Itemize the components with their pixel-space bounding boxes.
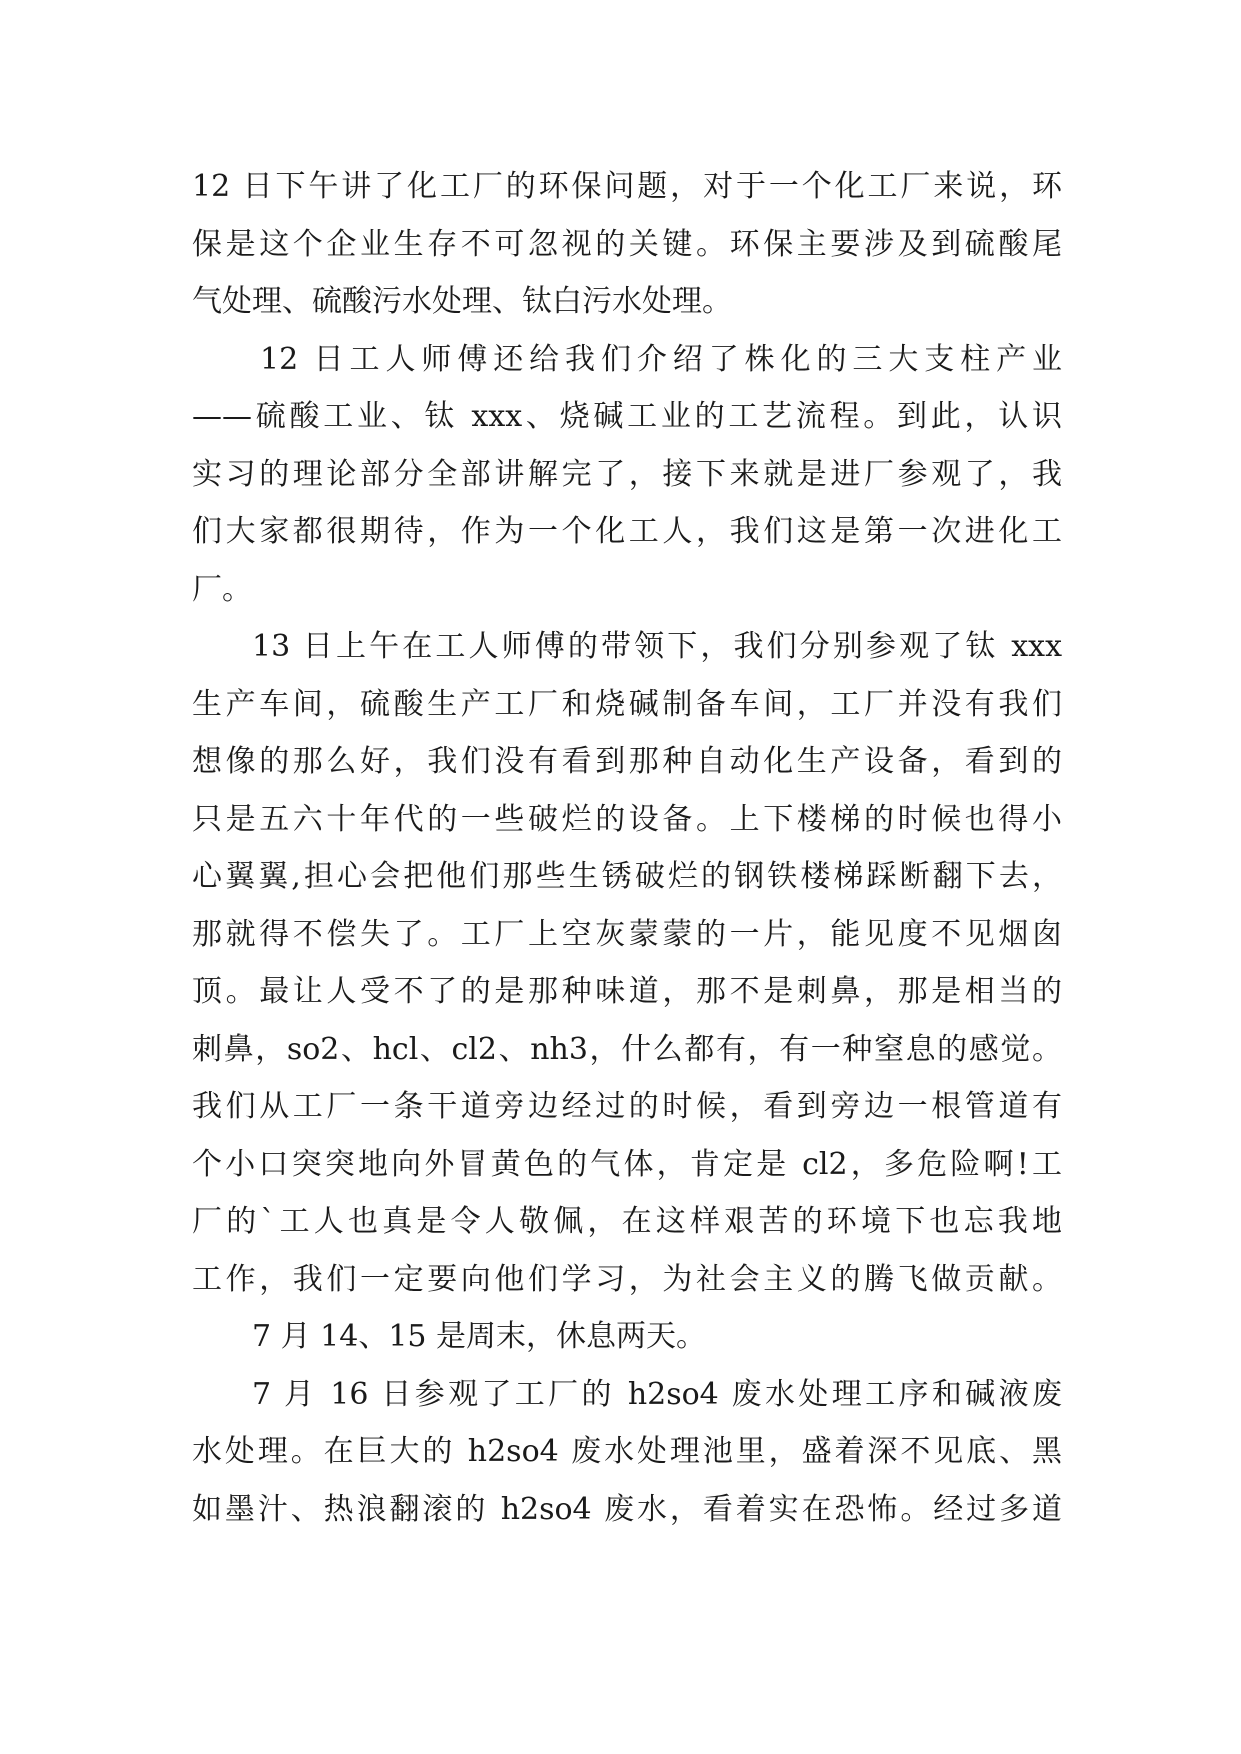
text-line: 顶。最让人受不了的是那种味道，那不是刺鼻，那是相当的 <box>192 974 1062 1009</box>
text-line: 想像的那么好，我们没有看到那种自动化生产设备，看到的 <box>192 744 1062 779</box>
text-line: 如墨汁、热浪翻滚的 h2so4 废水，看着实在恐怖。经过多道 <box>192 1491 1062 1527</box>
text-line: 7 月 16 日参观了工厂的 h2so4 废水处理工序和碱液废 <box>252 1376 1062 1412</box>
paragraph-4 <box>192 1308 1062 1366</box>
text-line: 实习的理论部分全部讲解完了，接下来就是进厂参观了，我 <box>192 456 1062 492</box>
text-line: 只是五六十年代的一些破烂的设备。上下楼梯的时候也得小 <box>192 801 1062 837</box>
text-line: 工作，我们一定要向他们学习，为社会主义的腾飞做贡献。 <box>192 1261 1062 1297</box>
text-line: 那就得不偿失了。工厂上空灰蒙蒙的一片，能见度不见烟囱 <box>192 916 1062 952</box>
text-line: ——硫酸工业、钛 xxx、烧碱工业的工艺流程。到此，认识 <box>192 399 1062 434</box>
text-line: 我们从工厂一条干道旁边经过的时候，看到旁边一根管道有 <box>192 1089 1062 1124</box>
text-line: 保是这个企业生存不可忽视的关键。环保主要涉及到硫酸尾 <box>192 226 1062 262</box>
text-line: 水处理。在巨大的 h2so4 废水处理池里，盛着深不见底、黑 <box>192 1434 1062 1469</box>
text-line: 12 日下午讲了化工厂的环保问题，对于一个化工厂来说，环 <box>192 169 1062 204</box>
paragraph-2 <box>192 331 1062 619</box>
paragraph-1 <box>192 158 1062 331</box>
text-line: 个小口突突地向外冒黄色的气体，肯定是 cl2，多危险啊!工 <box>192 1146 1062 1182</box>
text-line: 刺鼻，so2、hcl、cl2、nh3，什么都有，有一种窒息的感觉。 <box>192 1031 1062 1067</box>
text-line: 厂的`工人也真是令人敬佩，在这样艰苦的环境下也忘我地 <box>192 1204 1062 1239</box>
text-line: 厂。 <box>192 571 252 607</box>
text-line: 气处理、硫酸污水处理、钛白污水处理。 <box>192 284 732 319</box>
paragraph-3 <box>192 618 1062 1308</box>
text-line: 心翼翼,担心会把他们那些生锈破烂的钢铁楼梯踩断翻下去， <box>192 859 1062 894</box>
text-line: 们大家都很期待，作为一个化工人，我们这是第一次进化工 <box>192 514 1062 549</box>
text-line: 12 日工人师傅还给我们介绍了株化的三大支柱产业 <box>260 341 1062 377</box>
text-line: 7 月 14、15 是周末，休息两天。 <box>252 1319 707 1354</box>
text-line: 生产车间，硫酸生产工厂和烧碱制备车间，工厂并没有我们 <box>192 686 1062 722</box>
document-body <box>192 158 1062 1538</box>
text-line: 13 日上午在工人师傅的带领下，我们分别参观了钛 xxx <box>252 629 1062 664</box>
paragraph-5 <box>192 1366 1062 1539</box>
